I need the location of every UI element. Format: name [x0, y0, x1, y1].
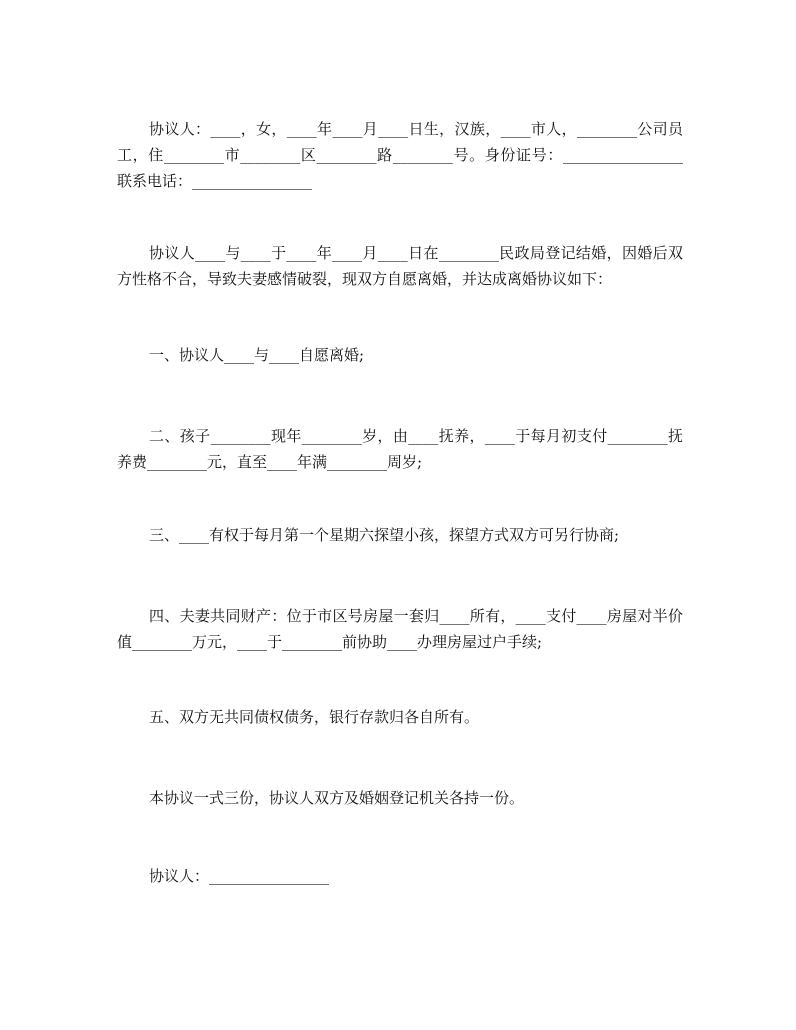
party-info-paragraph: 协议人：____，女，____年____月____日生，汉族，____市人，________公司员工，住________市________区________路________号。身份证号：________________联系电话：________________ [117, 120, 683, 190]
clause-1-divorce: 一、协议人____与____自愿离婚; [149, 346, 365, 364]
clause-5-debts: 五、双方无共同债权债务，银行存款归各自所有。 [149, 708, 480, 726]
copies-statement: 本协议一式三份，协议人双方及婚姻登记机关各持一份。 [149, 789, 525, 807]
signature-line: 协议人：________________ [149, 867, 330, 885]
clause-3-visitation: 三、____有权于每月第一个星期六探望小孩，探望方式双方可另行协商; [149, 526, 620, 544]
marriage-background-paragraph: 协议人____与____于____年____月____日在________民政局登记结婚，因婚后双方性格不合，导致夫妻感情破裂，现双方自愿离婚，并达成离婚协议如下： [117, 244, 683, 288]
clause-2-child-custody: 二、孩子________现年________岁，由____抚养，____于每月初支付________抚养费________元，直至____年满________周岁; [117, 427, 683, 471]
clause-4-property: 四、夫妻共同财产：位于市区号房屋一套归____所有，____支付____房屋对半价值________万元，____于________前协助____办理房屋过户手续; [117, 607, 683, 651]
